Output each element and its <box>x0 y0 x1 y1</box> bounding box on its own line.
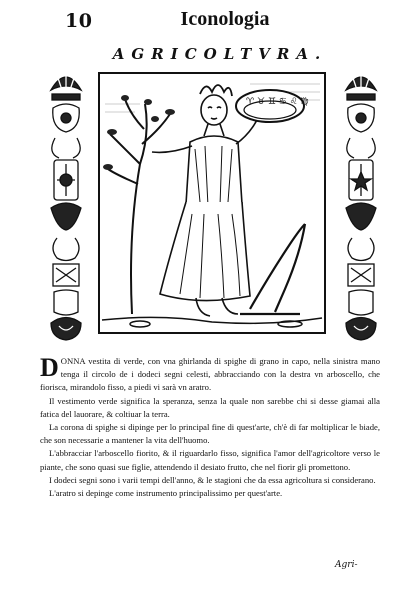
catchword: Agri- <box>335 560 358 570</box>
paragraph-4: L'abbracciar l'arboscello fiorito, & il riguardarlo fisso, significa l'amor dell'agricoltore verso le piante, che sono quasi sue figlie, attendendo il desiato frutto, che nel fiorir gli promettono. <box>40 448 380 472</box>
body-text <box>40 355 380 500</box>
zodiac-glyphs: ♈ ♉ ♊ ♋ ♌ ♍ <box>246 97 309 107</box>
paragraph-1: DONNA vestita di verde, con vna ghirlanda di spighe di grano in capo, nella sinistra mano tenga il circolo de i dodeci segni celesti, abbracciando con la destra vn arboscello, che fiorisca, mirandolo fisso, a piedi vi sarà vn aratro. <box>40 353 380 393</box>
tree-icon <box>108 99 170 314</box>
page-number: 10 <box>65 10 93 32</box>
zodiac-ring-icon <box>236 90 309 122</box>
left-ornamental-border <box>45 68 87 343</box>
drop-cap: D <box>40 353 59 382</box>
paragraph-3: La corona di spighe si dipinge per lo principal fine di quest'arte, ch'è di far moltiplicar le biade, che son necessarie a mantener la vita dell'huomo. <box>40 422 380 446</box>
right-ornamental-border <box>340 68 382 343</box>
paragraph-6: L'aratro si depinge come instrumento principalissimo per quest'arte. <box>49 488 283 499</box>
plate-title: AGRICOLTVRA. <box>112 45 328 63</box>
plough-icon <box>240 224 305 314</box>
agricoltura-woodcut-illustration <box>98 72 326 334</box>
running-title: Iconologia <box>180 8 270 30</box>
paragraph-2: Il vestimento verde significa la speranza, senza la quale non sarebbe chi si desse giamai alla fatica del lauorare, & coltiuar la terra. <box>40 395 380 419</box>
paragraph-5: I dodeci segni sono i varii tempi dell'anno, & le stagioni che da essa agricoltura si considerano. <box>49 474 376 485</box>
